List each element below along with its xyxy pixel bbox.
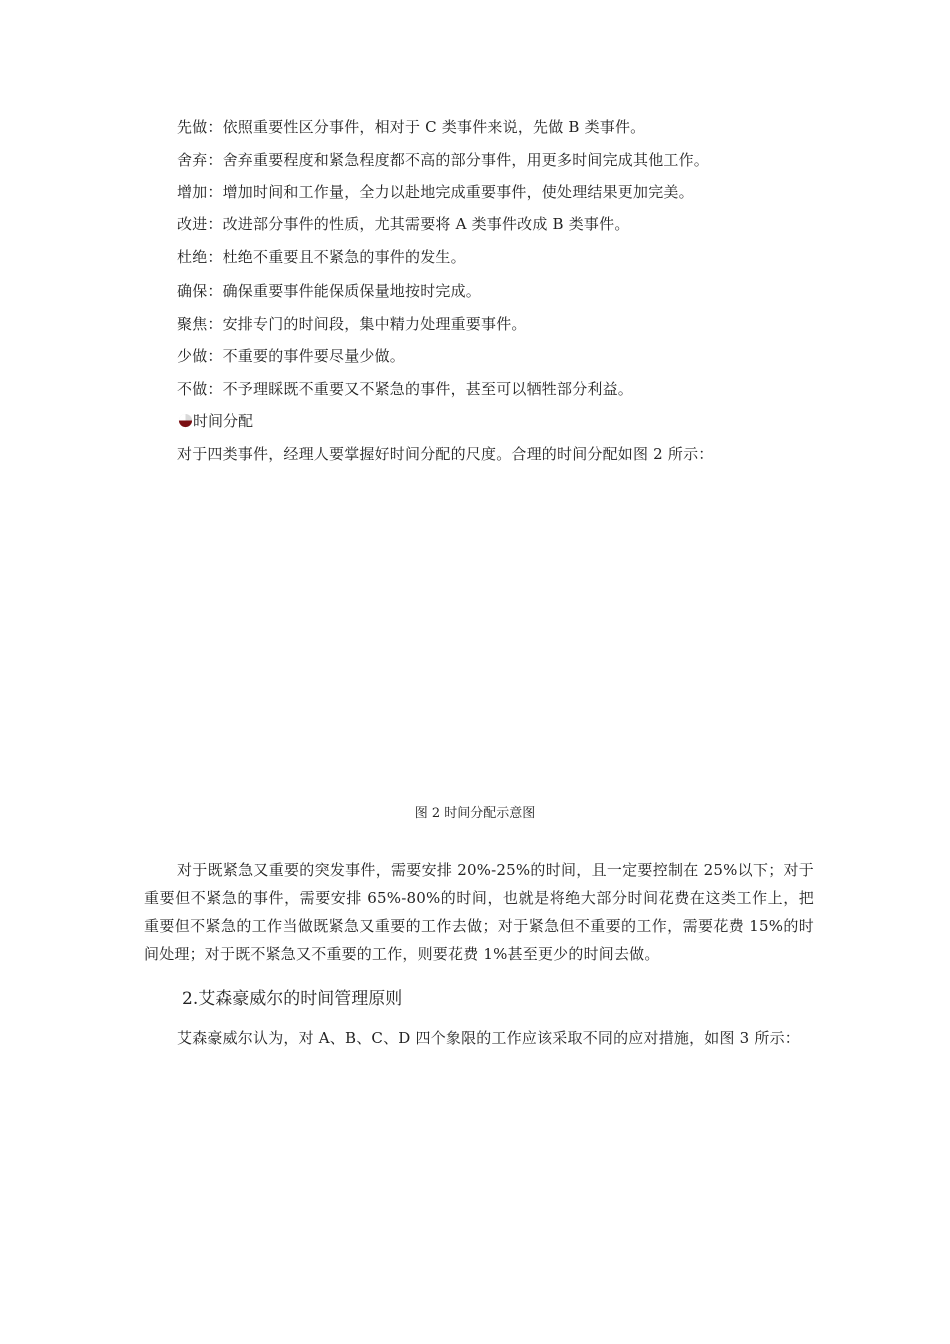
text-line-3: 增加：增加时间和工作量，全力以赴地完成重要事件，使处理结果更加完美。: [177, 183, 694, 201]
section-title: 2.艾森豪威尔的时间管理原则: [182, 989, 403, 1009]
figure-caption: 图 2 时间分配示意图: [414, 806, 536, 821]
text-line-9: 不做：不予理睬既不重要又不紧急的事件，甚至可以牺牲部分利益。: [177, 380, 634, 398]
text-line-1: 先做：依照重要性区分事件，相对于 C 类事件来说，先做 B 类事件。: [177, 118, 646, 136]
text-line-2: 舍弃：舍弃重要程度和紧急程度都不高的部分事件，用更多时间完成其他工作。: [177, 151, 710, 169]
intro-line: 对于四类事件，经理人要掌握好时间分配的尺度。合理的时间分配如图 2 所示：: [177, 445, 714, 463]
section-paragraph: 艾森豪威尔认为，对 A、B、C、D 四个象限的工作应该采取不同的应对措施，如图 3 所示：: [177, 1029, 800, 1047]
text-line-7: 聚焦：安排专门的时间段，集中精力处理重要事件。: [177, 315, 527, 333]
text-line-6: 确保：确保重要事件能保质保量地按时完成。: [177, 282, 482, 300]
subheading: [178, 411, 253, 431]
text-line-4: 改进：改进部分事件的性质，尤其需要将 A 类事件改成 B 类事件。: [177, 215, 630, 233]
body-paragraph: 对于既紧急又重要的突发事件，需要安排 20%-25%的时间，且一定要控制在 25%以下；对于重要但不紧急的事件，需要安排 65%-80%的时间，也就是将绝大部分时间花费在这类工作上，把重要但不紧急的工作当做既紧急又重要的工作去做；对于紧急但不重要的工作，需要花费 15%的时间处理；对于既不紧急又不重要的工作，则要花费 1%甚至更少的时间去做。: [144, 861, 814, 963]
text-line-5: 杜绝：杜绝不重要且不紧急的事件的发生。: [177, 248, 466, 266]
subheading-text: 时间分配: [193, 412, 254, 430]
text-line-8: 少做：不重要的事件要尽量少做。: [177, 347, 406, 365]
quarter-disc-bullet-icon: [178, 413, 193, 428]
figure-placeholder: [144, 465, 804, 795]
